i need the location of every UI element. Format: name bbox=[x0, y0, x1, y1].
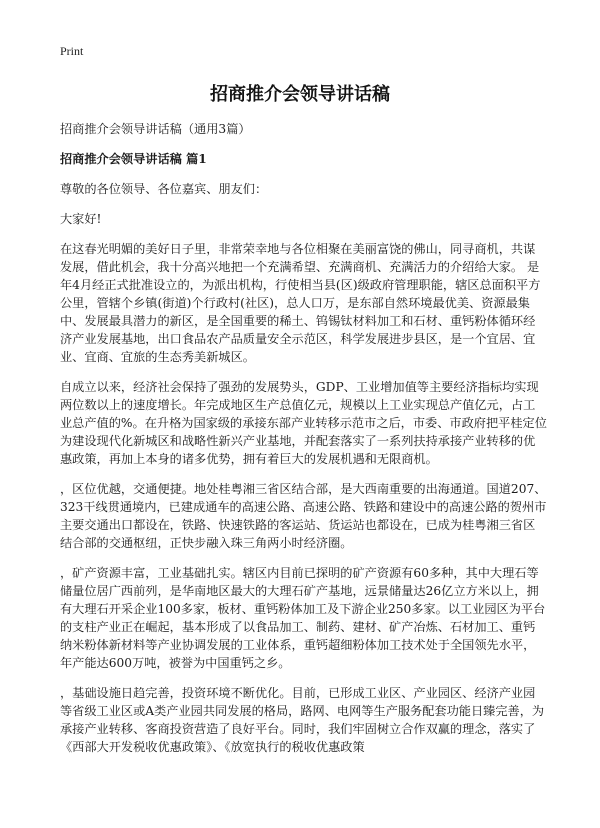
paragraph-development: 自成立以来，经济社会保持了强劲的发展势头，GDP、工业增加值等主要经济指标均实现两位数以上的速度增长。年完成地区生产总值亿元，规模以上工业实现总产值亿元，占工业总产值的%。在升格为国家级的承接东部产业转移示范市之后，市委、市政府把平桂定位为建设现代化新城区和战略性新兴产业基地，并配套落实了一系列扶持承接产业转移的优惠政策，再加上本身的诸多优势，拥有着巨大的发展机遇和无限商机。 bbox=[60, 380, 547, 466]
greeting: 尊敬的各位领导、各位嘉宾、朋友们： bbox=[60, 182, 268, 196]
document-title: 招商推介会领导讲话稿 bbox=[210, 84, 390, 105]
print-label: Print bbox=[60, 44, 84, 58]
paragraph-intro: 在这春光明媚的美好日子里，非常荣幸地与各位相聚在美丽富饶的佛山，同寻商机，共谋发展，借此机会，我十分高兴地把一个充满希望、充满商机、充满活力的介绍给大家。 是年4月经正式批准设立的，为派出机构，行使相当县(区)级政府管理职能，辖区总面积平方公里，管辖个乡镇(街道)个行政村(社区)，总人口万，是东部自然环境最优美、资源最集中、发展最具潜力的新区，是全国重要的稀土、钨锡钛材料加工和石材、重钙粉体循环经济产业发展基地，出口食品农产品质量安全示范区，科学发展进步县区，是一个宜居、宜业、宜商、宜旅的生态秀美新城区。 bbox=[60, 242, 541, 364]
section-heading: 招商推介会领导讲话稿 篇1 bbox=[60, 152, 207, 166]
paragraph-location: ，区位优越，交通便捷。地处桂粤湘三省区结合部，是大西南重要的出海通道。国道207、323干线贯通境内，已建成通车的高速公路、高速公路、铁路和建设中的高速公路的贺州市主要交通出口都设在，铁路、快速铁路的客运站、货运站也都设在，已成为桂粤湘三省区结合部的交通枢纽，正快步融入珠三角两小时经济圈。 bbox=[60, 482, 547, 550]
salutation: 大家好! bbox=[60, 212, 102, 226]
document-subtitle: 招商推介会领导讲话稿（通用3篇） bbox=[60, 122, 251, 136]
document-body bbox=[60, 120, 547, 768]
paragraph-resources: ，矿产资源丰富，工业基础扎实。辖区内目前已探明的矿产资源有60多种，其中大理石等储量位居广西前列，是华南地区最大的大理石矿产基地，远景储量达26亿立方米以上，拥有大理石开采企业100多家，板材、重钙粉体加工及下游企业250多家。以工业园区为平台的支柱产业正在崛起，基本形成了以食品加工、制药、建材、矿产冶炼、石材加工、重钙纳米粉体新材料等产业协调发展的工业体系，重钙超细粉体加工技术处于全国领先水平，年产能达600万吨，被誉为中国重钙之乡。 bbox=[60, 566, 546, 670]
paragraph-infrastructure: ，基础设施日趋完善，投资环境不断优化。目前，已形成工业区、产业园区、经济产业园等省级工业区或A类产业园共同发展的格局，路网、电网等生产服务配套功能日臻完善，为承接产业转移、客商投资营造了良好平台。同时，我们牢固树立合作双赢的理念，落实了《西部大开发税收优惠政策》、《放宽执行的税收优惠政策 bbox=[60, 686, 545, 754]
